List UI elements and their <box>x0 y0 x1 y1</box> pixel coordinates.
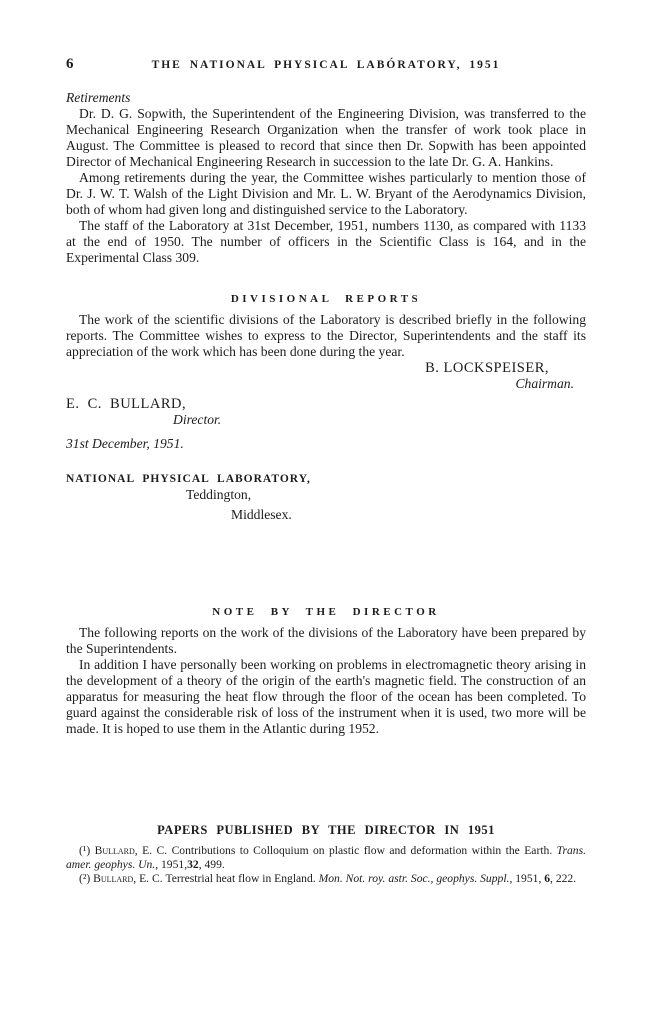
note-paragraph: In addition I have personally been working on problems in electromagnetic theory arising in the development of a theory of the origin of the earth's magnetic field. The construction of an apparatus for measuring the heat flow through the floor of the ocean has been completed. To guard against the considerable risk of loss of the instrument when it is used, two more will be made. It is hoped to use them in the Atlantic during 1952. <box>66 657 586 736</box>
chairman-signature-name: B. LOCKSPEISER, <box>425 360 549 376</box>
running-head <box>66 56 586 74</box>
reference-volume: 32 <box>187 858 199 871</box>
reference-entry <box>66 844 586 872</box>
director-signature-block <box>66 396 586 452</box>
reference-title: Contributions to Colloquium on plastic flow and deformation within the Earth. <box>171 844 557 857</box>
chairman-signature-block <box>66 360 586 391</box>
retirements-paragraph: The staff of the Laboratory at 31st December, 1951, numbers 1130, as compared with 1133 at the end of 1950. The number of officers in the Scientific Class is 164, and in the Experimental Class 309. <box>66 218 586 265</box>
reference-journal: Mon. Not. roy. astr. Soc., geophys. Suppl. <box>318 872 510 885</box>
reference-marker: (²) <box>79 872 94 885</box>
director-signature-role: Director. <box>173 412 222 427</box>
reference-author: Bullard, E. C. <box>93 872 166 885</box>
retirements-paragraph: Dr. D. G. Sopwith, the Superintendent of the Engineering Division, was transferred to the Mechanical Engineering Research Organization when the transfer of work took place in August. The Committee is pleased to record that since then Dr. Sopwith has been appointed Director of Mechanical Engineering Research in succession to the late Dr. G. A. Hankins. <box>66 106 586 169</box>
address-town: Teddington, <box>186 487 252 502</box>
running-title: THE NATIONAL PHYSICAL LABÓRATORY, 1951 <box>151 59 501 71</box>
address-block <box>66 471 586 523</box>
reference-title: Terrestrial heat flow in England. <box>165 872 319 885</box>
report-date: 31st December, 1951. <box>66 436 184 451</box>
reference-volume: 6 <box>544 872 551 885</box>
page-number: 6 <box>66 56 74 72</box>
divisional-reports-heading: DIVISIONAL REPORTS <box>230 293 422 305</box>
reference-pages: , 222. <box>550 872 577 885</box>
reference-author: Bullard, E. C. <box>94 844 172 857</box>
address-county: Middlesex. <box>231 507 292 522</box>
retirements-paragraph: Among retirements during the year, the Committee wishes particularly to mention those of Dr. J. W. T. Walsh of the Light Division and Mr. L. W. Bryant of the Aerodynamics Division, both of whom had given long and distinguished service to the Laboratory. <box>66 170 586 217</box>
reference-entry <box>66 872 586 886</box>
retirements-heading: Retirements <box>66 90 131 105</box>
chairman-signature-role: Chairman. <box>515 376 574 391</box>
reference-journal: Trans. amer. geophys. Un. <box>66 844 586 871</box>
reference-pages: , 499. <box>198 858 225 871</box>
director-signature-name: E. C. BULLARD, <box>66 396 187 412</box>
laboratory-name: NATIONAL PHYSICAL LABORATORY, <box>66 473 311 485</box>
divisional-reports-paragraph: The work of the scientific divisions of the Laboratory is described briefly in the following reports. The Committee wishes to express to the Director, Superintendents and the staff its appreciation of the work which has been done during the year. <box>66 312 586 359</box>
reference-marker: (¹) <box>79 844 95 857</box>
note-by-director-heading: NOTE BY THE DIRECTOR <box>212 606 440 618</box>
note-paragraph: The following reports on the work of the divisions of the Laboratory have been prepared by the Superintendents. <box>66 625 586 656</box>
reference-year: , 1951, <box>155 858 188 871</box>
reference-year: , 1951, <box>509 872 545 885</box>
papers-published-heading: PAPERS PUBLISHED BY THE DIRECTOR IN 1951 <box>157 823 495 837</box>
